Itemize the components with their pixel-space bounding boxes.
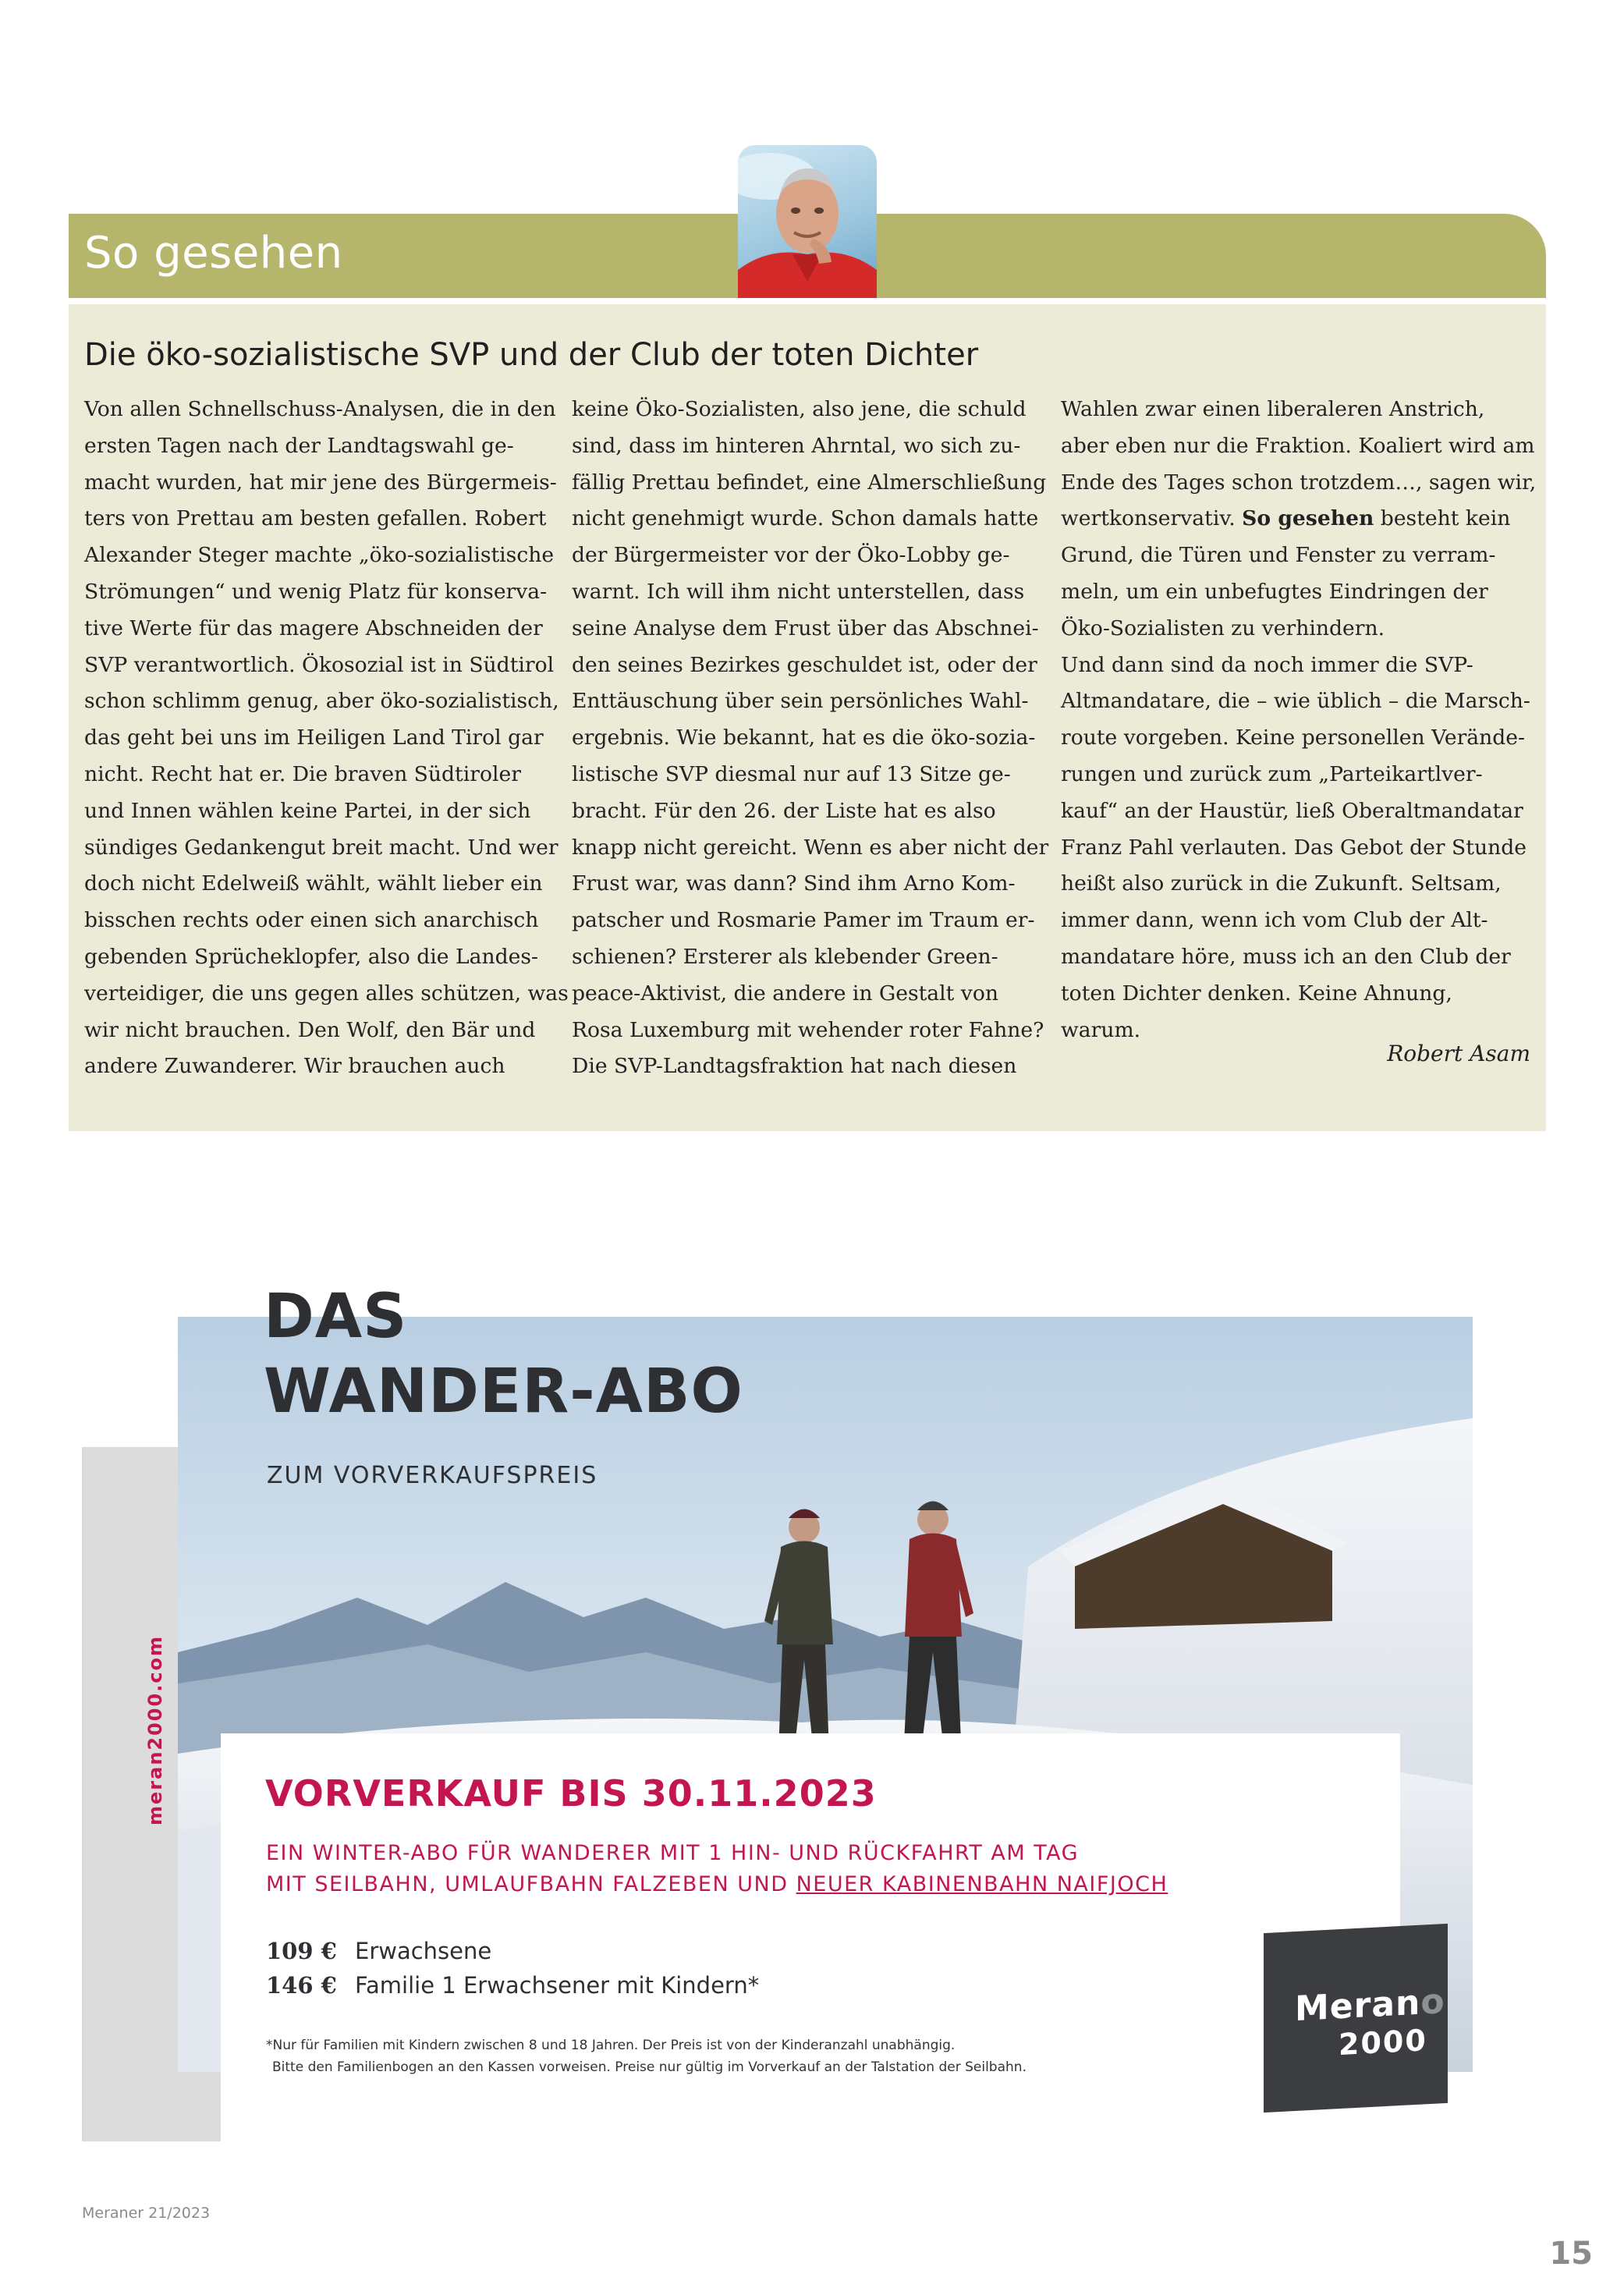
text-line: wir nicht brauchen. Den Wolf, den Bär und bbox=[84, 1017, 536, 1042]
text-line: bisschen rechts oder einen sich anarchisch bbox=[84, 908, 539, 933]
text-line: andere Zuwanderer. Wir brauchen auch bbox=[84, 1054, 505, 1079]
text-line: nicht. Recht hat er. Die braven Südtiroler bbox=[84, 761, 521, 786]
price-label: Erwachsene bbox=[355, 1938, 492, 1964]
text-line: kauf“ an der Haustür, ließ Oberaltmandatar bbox=[1061, 798, 1523, 823]
text-line: tive Werte für das magere Abschneiden der bbox=[84, 615, 543, 640]
text-line: Alexander Steger machte „öko-sozialistische bbox=[84, 543, 555, 568]
ad-desc-text: MIT SEILBAHN, UMLAUFBAHN FALZEBEN UND bbox=[266, 1872, 789, 1896]
text-column-3 bbox=[1061, 392, 1537, 1048]
ad-desc-line bbox=[266, 1869, 1168, 1900]
text-line: peace-Aktivist, die andere in Gestalt von bbox=[572, 981, 998, 1006]
text-line: aber eben nur die Fraktion. Koaliert wird am bbox=[1061, 433, 1535, 458]
text-line-with-bold bbox=[1061, 501, 1529, 537]
text-line: schienen? Ersterer als klebender Green- bbox=[572, 944, 998, 969]
text-line: Und dann sind da noch immer die SVP- bbox=[1061, 652, 1473, 677]
text-line: Grund, die Türen und Fenster zu verram- bbox=[1061, 543, 1496, 568]
text-line: verteidiger, die uns gegen alles schützen, was bbox=[84, 981, 569, 1006]
column-headline: Die öko-sozialistische SVP und der Club der toten Dichter bbox=[84, 337, 979, 373]
text-line: patscher und Rosmarie Pamer im Traum er- bbox=[572, 908, 1035, 933]
text-line: heißt also zurück in die Zukunft. Seltsam, bbox=[1061, 871, 1502, 896]
merano2000-logo bbox=[1264, 1924, 1448, 2112]
text-line: Von allen Schnellschuss-Analysen, die in den bbox=[84, 397, 556, 421]
text-line: SVP verantwortlich. Ökosozial ist in Südtirol bbox=[84, 652, 555, 677]
price-amount: 109 € bbox=[266, 1938, 337, 1964]
text-line: keine Öko-Sozialisten, also jene, die schuld bbox=[572, 397, 1027, 421]
text-column-1 bbox=[84, 392, 569, 1085]
text-line: fällig Prettau befindet, eine Almerschließung bbox=[572, 470, 1047, 495]
text-line: macht wurden, hat mir jene des Bürgermeis- bbox=[84, 470, 557, 495]
ad-footnote bbox=[266, 2034, 1027, 2078]
text-line: seine Analyse dem Frust über das Abschnei- bbox=[572, 615, 1039, 640]
ad-title-line: WANDER-ABO bbox=[264, 1357, 743, 1427]
price-amount: 146 € bbox=[266, 1972, 337, 1999]
ad-description bbox=[266, 1838, 1168, 1900]
ad-url-vertical[interactable] bbox=[144, 1732, 176, 1825]
ad-title-line: DAS bbox=[264, 1282, 408, 1352]
price-row-family bbox=[266, 1972, 759, 1999]
ad-info-panel bbox=[221, 1733, 1400, 2130]
author-photo bbox=[738, 145, 877, 298]
text-line: Frust war, was dann? Sind ihm Arno Kom- bbox=[572, 871, 1016, 896]
text-line: listische SVP diesmal nur auf 13 Sitze ge- bbox=[572, 761, 1011, 786]
text-line: den seines Bezirkes geschuldet ist, oder der bbox=[572, 652, 1037, 677]
text-line: ters von Prettau am besten gefallen. Robert bbox=[84, 506, 547, 531]
logo-number: 2000 bbox=[1339, 2023, 1427, 2063]
text-fragment: besteht kein bbox=[1380, 506, 1511, 531]
footnote-line: *Nur für Familien mit Kindern zwischen 8 und 18 Jahren. Der Preis ist von der Kinderanzahl unabhängig. bbox=[266, 2038, 956, 2053]
text-line: warum. bbox=[1061, 1017, 1141, 1042]
text-line: der Bürgermeister vor der Öko-Lobby ge- bbox=[572, 543, 1010, 568]
text-line: Ende des Tages schon trotzdem…, sagen wir, bbox=[1061, 470, 1537, 495]
text-line: Öko-Sozialisten zu verhindern. bbox=[1061, 615, 1385, 640]
logo-word bbox=[1295, 1981, 1445, 2029]
text-line: nicht genehmigt wurde. Schon damals hatte bbox=[572, 506, 1039, 531]
text-line: immer dann, wenn ich vom Club der Alt- bbox=[1061, 908, 1488, 933]
text-line: mandatare höre, muss ich an den Club der bbox=[1061, 944, 1511, 969]
text-line: Rosa Luxemburg mit wehender roter Fahne? bbox=[572, 1017, 1044, 1042]
bold-column-name: So gesehen bbox=[1242, 506, 1374, 531]
text-line: meln, um ein unbefugtes Eindringen der bbox=[1061, 579, 1488, 604]
section-title: So gesehen bbox=[84, 228, 343, 278]
price-row-adult bbox=[266, 1938, 491, 1964]
text-line: ergebnis. Wie bekannt, hat es die öko-sozia- bbox=[572, 725, 1036, 750]
text-fragment: wertkonservativ. bbox=[1061, 506, 1236, 531]
text-line: das geht bei uns im Heiligen Land Tirol gar bbox=[84, 725, 544, 750]
ad-presale-headline: VORVERKAUF BIS 30.11.2023 bbox=[265, 1772, 877, 1815]
text-line: Altmandatare, die – wie üblich – die Marsch- bbox=[1061, 689, 1530, 714]
logo-word-main: Meran bbox=[1295, 1982, 1421, 2030]
ad-subtitle: ZUM VORVERKAUFSPREIS bbox=[267, 1462, 598, 1489]
text-line: route vorgeben. Keine personellen Verände- bbox=[1061, 725, 1526, 750]
author-portrait-illustration bbox=[738, 145, 877, 298]
text-line: bracht. Für den 26. der Liste hat es also bbox=[572, 798, 996, 823]
text-line: Franz Pahl verlauten. Das Gebot der Stunde bbox=[1061, 835, 1526, 860]
text-line: Wahlen zwar einen liberaleren Anstrich, bbox=[1061, 397, 1485, 421]
logo-word-dim: o bbox=[1420, 1981, 1445, 2023]
text-line: gebenden Sprücheklopfer, also die Landes- bbox=[84, 944, 538, 969]
price-label: Familie 1 Erwachsener mit Kindern* bbox=[355, 1972, 760, 1999]
ad-desc-line: EIN WINTER-ABO FÜR WANDERER MIT 1 HIN- UND RÜCKFAHRT AM TAG bbox=[266, 1841, 1080, 1865]
author-byline: Robert Asam bbox=[1387, 1041, 1530, 1066]
text-line: Strömungen“ und wenig Platz für konserva- bbox=[84, 579, 548, 604]
text-line: sind, dass im hinteren Ahrntal, wo sich zu- bbox=[572, 433, 1021, 458]
ad-title bbox=[264, 1279, 743, 1429]
text-line: Enttäuschung über sein persönliches Wahl- bbox=[572, 689, 1029, 714]
text-line: ersten Tagen nach der Landtagswahl ge- bbox=[84, 433, 514, 458]
issue-label: Meraner 21/2023 bbox=[82, 2205, 211, 2222]
text-line: schon schlimm genug, aber öko-sozialistisch, bbox=[84, 689, 559, 714]
text-column-2 bbox=[572, 392, 1049, 1085]
text-line: doch nicht Edelweiß wählt, wählt lieber ein bbox=[84, 871, 543, 896]
text-line: sündiges Gedankengut breit macht. Und wer bbox=[84, 835, 558, 860]
cable-car-link[interactable]: NEUER KABINENBAHN NAIFJOCH bbox=[796, 1872, 1168, 1896]
text-line: rungen und zurück zum „Parteikartlver- bbox=[1061, 761, 1483, 786]
footnote-line: Bitte den Familienbogen an den Kassen vorweisen. Preise nur gültig im Vorverkauf an der Talstation der Seilbahn. bbox=[272, 2059, 1027, 2075]
text-line: knapp nicht gereicht. Wenn es aber nicht der bbox=[572, 835, 1049, 860]
page-number: 15 bbox=[1549, 2236, 1593, 2272]
column-body bbox=[69, 304, 1546, 1131]
text-line: toten Dichter denken. Keine Ahnung, bbox=[1061, 981, 1452, 1006]
text-line: Die SVP-Landtagsfraktion hat nach diesen bbox=[572, 1054, 1017, 1079]
text-line: und Innen wählen keine Partei, in der sich bbox=[84, 798, 531, 823]
text-line: warnt. Ich will ihm nicht unterstellen, dass bbox=[572, 579, 1025, 604]
